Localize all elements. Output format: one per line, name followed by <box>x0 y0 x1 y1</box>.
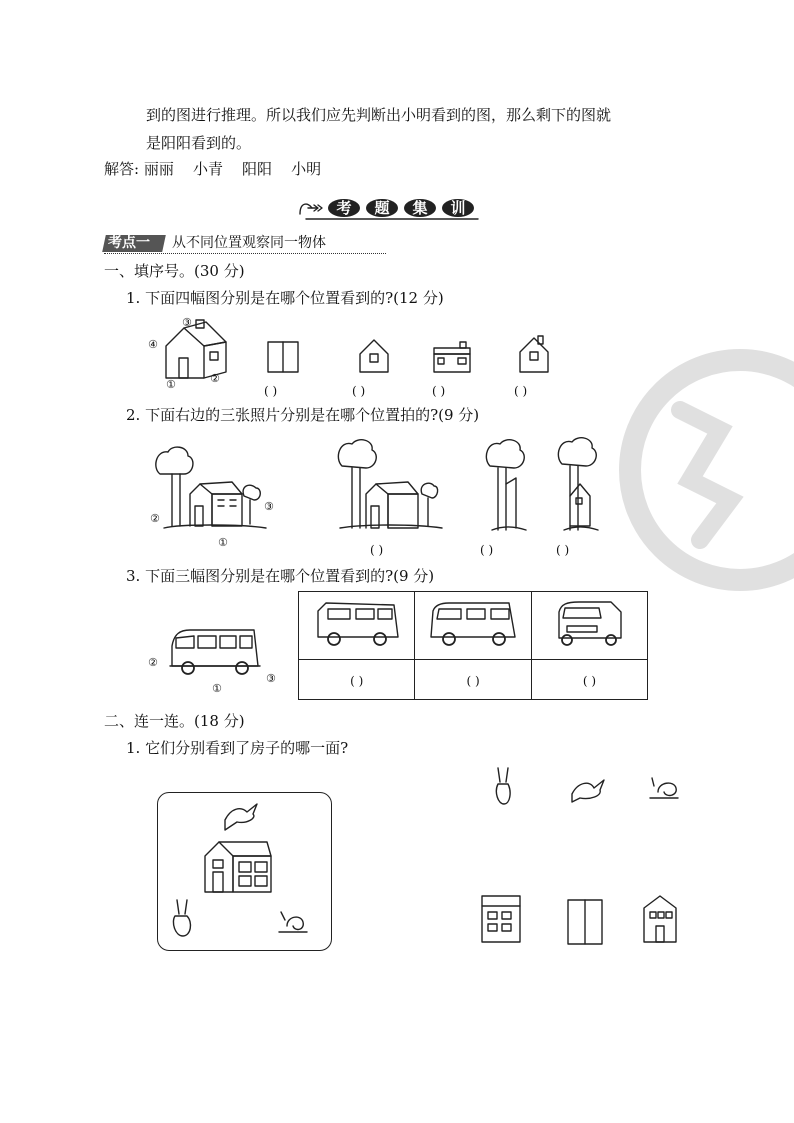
q1-blank-3[interactable]: ( ) <box>432 384 446 398</box>
q3-bus-front-view <box>549 596 629 652</box>
house-view-side-icon <box>640 892 682 946</box>
part2-title: 二、连一连。(18 分) <box>104 712 245 730</box>
q3-blank-cell-1[interactable] <box>299 660 415 700</box>
q2-label-right: ③ <box>264 500 274 513</box>
q1-blank-2[interactable]: ( ) <box>352 384 366 398</box>
rabbit-view-icon <box>494 766 514 808</box>
section-tag-underline <box>104 253 386 254</box>
q3-label-front: ① <box>212 682 222 695</box>
q3-blank-cell-2[interactable] <box>415 660 532 700</box>
q1-view-side-b <box>516 334 556 376</box>
q1-label-top: ③ <box>182 316 192 329</box>
bird-view-icon <box>568 776 608 804</box>
answer-label: 解答: <box>104 160 140 178</box>
q1-view-top <box>266 340 302 376</box>
q3-label-left: ② <box>148 656 158 669</box>
q3-view-cell-2 <box>415 592 532 660</box>
q2-blank-1[interactable]: ( ) <box>370 543 384 557</box>
q3-bus-diagram <box>146 620 286 696</box>
exam-banner <box>298 194 484 222</box>
answer-2: 小青 <box>192 160 223 178</box>
watermark-seal <box>620 330 794 610</box>
q2-label-front: ① <box>218 536 228 549</box>
q3-view-table <box>298 591 648 700</box>
q3-blank-1[interactable]: ( ) <box>350 674 364 688</box>
intro-line-1: 到的图进行推理。所以我们应先判断出小明看到的图，那么剩下的图就 <box>146 106 612 124</box>
answer-row <box>104 158 321 180</box>
section-tag-title: 从不同位置观察同一物体 <box>172 235 326 251</box>
q2-photo-side-b <box>556 436 602 534</box>
q2-photo-side-a <box>484 438 530 534</box>
q2-blank-2[interactable]: ( ) <box>480 543 494 557</box>
q2-photo-front <box>334 438 446 534</box>
q3-label-right: ③ <box>266 672 276 685</box>
house-view-top-icon <box>564 896 606 948</box>
q1-view-side-a <box>356 336 392 376</box>
q3-blank-2[interactable]: ( ) <box>466 674 480 688</box>
q2-blank-3[interactable]: ( ) <box>556 543 570 557</box>
scene-house-icon <box>205 842 233 892</box>
bird-icon <box>225 804 257 830</box>
snail-view-icon <box>648 772 682 802</box>
q3-bus-side-view <box>312 597 402 651</box>
part1-title: 一、填序号。(30 分) <box>104 262 245 280</box>
answer-1: 丽丽 <box>143 160 174 178</box>
q2-label-left: ② <box>150 512 160 525</box>
part2-q1-text: 1. 它们分别看到了房子的哪一面? <box>126 739 349 757</box>
q1-label-front: ① <box>166 378 176 391</box>
banner-char-3: 集 <box>412 199 428 217</box>
q1-house-diagram <box>146 316 236 392</box>
q3-bus-other-side-view <box>425 597 521 651</box>
q3-view-cell-1 <box>299 592 415 660</box>
banner-char-1: 考 <box>336 199 352 217</box>
answer-3: 阳阳 <box>242 160 273 178</box>
part2-scene-diagram <box>157 792 333 952</box>
q1-label-left: ④ <box>148 338 158 351</box>
intro-line-2: 是阳阳看到的。 <box>146 134 252 152</box>
q3-blank-3[interactable]: ( ) <box>582 674 597 688</box>
snail-icon <box>279 912 307 932</box>
house-view-front-icon <box>478 892 524 946</box>
q1-text: 1. 下面四幅图分别是在哪个位置看到的?(12 分) <box>126 289 444 307</box>
q2-scene-diagram <box>150 444 280 549</box>
q3-blank-cell-3[interactable] <box>531 660 647 700</box>
q1-blank-4[interactable]: ( ) <box>514 384 528 398</box>
answer-4: 小明 <box>291 160 322 178</box>
q3-text: 3. 下面三幅图分别是在哪个位置看到的?(9 分) <box>126 567 435 585</box>
q2-text: 2. 下面右边的三张照片分别是在哪个位置拍的?(9 分) <box>126 406 480 424</box>
banner-char-4: 训 <box>450 199 466 217</box>
section-tag-label: 考点一 <box>108 235 150 251</box>
q1-view-front <box>430 340 476 376</box>
rabbit-icon <box>173 900 190 936</box>
q1-label-right: ② <box>210 372 220 385</box>
q1-blank-1[interactable]: ( ) <box>264 384 278 398</box>
banner-char-2: 题 <box>374 199 390 217</box>
